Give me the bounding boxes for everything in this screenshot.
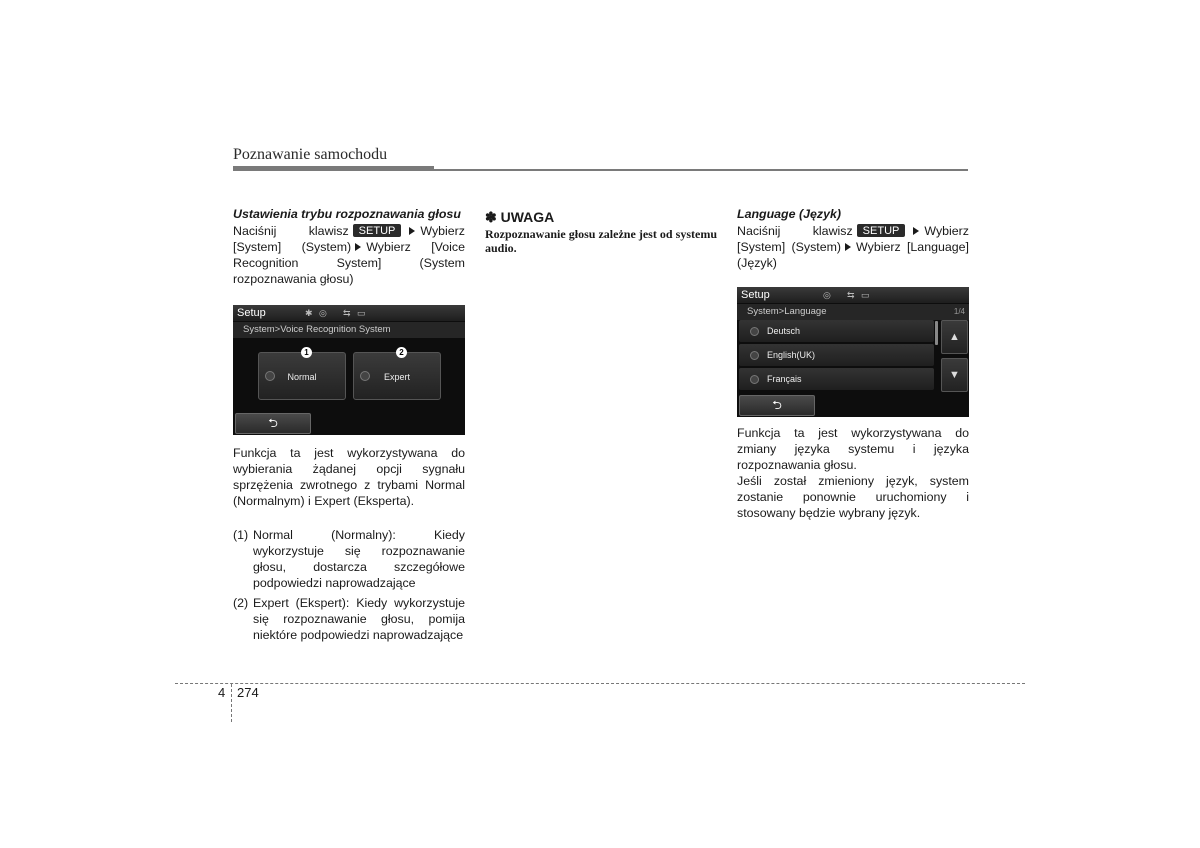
list-item-number: (1) [233,528,249,542]
column-note [485,207,717,255]
option-number-badge: 2 [396,347,407,358]
disc-icon: ◎ [319,308,327,318]
option-label: Normal [287,372,317,382]
language-description-1: Funkcja ta jest wykorzystywana do zmiany języka systemu i języka rozpoznawania głosu. [737,426,969,472]
section-title-language: Language (Język) [737,207,841,221]
screen-breadcrumb: System>Language [737,304,969,320]
radio-icon [750,351,759,360]
back-arrow-icon: ⮌ [772,398,782,412]
instruction-text: [System] (System) [233,240,352,254]
language-screen [737,287,969,417]
back-button[interactable] [739,395,815,416]
instruction-text: Wybierz [924,224,969,238]
language-label: Français [767,374,802,384]
instruction-line-4: rozpoznawania głosu) [233,272,354,286]
note-body: Rozpoznawanie głosu zależne jest od systemu audio. [485,227,717,255]
battery-icon: ▭ [357,308,366,318]
arrow-right-icon [913,227,919,235]
triangle-up-icon: ▲ [949,331,960,343]
instruction-text: Wybierz [Voice [366,240,465,254]
language-option-deutsch[interactable] [739,320,934,342]
battery-icon: ▭ [861,290,870,300]
back-button[interactable] [235,413,311,434]
setup-key-badge: SETUP [353,224,402,237]
instruction-line-2 [737,239,969,255]
language-label: Deutsch [767,326,801,336]
language-label: English(UK) [767,350,816,360]
triangle-down-icon: ▼ [949,369,960,381]
column-voice-recognition [233,207,465,647]
list-item-text: Normal (Normalny): Kiedy wykorzystuje się rozpoznawanie głosu, dostarcza szczegółowe podpowiedzi naprowadzające [253,528,465,590]
list-item [233,527,465,591]
instruction-text: Wybierz [Language] [856,240,969,254]
instruction-line-1 [737,223,969,239]
arrow-right-icon [845,243,851,251]
language-option-english-uk[interactable] [739,344,934,366]
footer-dashed-rule [175,683,1025,684]
instruction-text: Wybierz [420,224,465,238]
usb-icon: ⇆ [847,290,855,300]
disc-icon: ◎ [823,290,831,300]
bluetooth-icon: ✱ [305,308,313,318]
instruction-line-1 [233,223,465,239]
list-item-text: Expert (Ekspert): Kiedy wykorzystuje się rozpoznawanie głosu, pomija niektóre podpowiedzi naprowadzające [253,596,465,642]
page-number: 274 [237,685,259,700]
list-item-number: (2) [233,596,249,610]
voice-mode-list [233,527,465,643]
expert-option-button[interactable] [353,348,441,400]
instruction-text: Naciśnij klawisz [737,224,853,238]
normal-option-button[interactable] [258,348,346,400]
option-label: Expert [383,372,410,382]
instruction-line-3: (Język) [737,256,777,270]
arrow-right-icon [409,227,415,235]
voice-mode-description: Funkcja ta jest wykorzystywana do wybierania żądanej opcji sygnału sprzężenia zwrotnego z trybami Normal (Normalnym) i Expert (Eksperta). [233,446,465,508]
scroll-down-button[interactable] [941,358,968,392]
screen-title: Setup [237,307,266,319]
scroll-up-button[interactable] [941,320,968,354]
list-item [233,595,465,643]
scrollbar-thumb[interactable] [935,321,938,345]
usb-icon: ⇆ [343,308,351,318]
header-rule-thin [434,169,968,171]
page-header-title: Poznawanie samochodu [233,146,388,163]
section-title-voice-mode: Ustawienia trybu rozpoznawania głosu [233,207,461,221]
instruction-text: [System] (System) [737,240,842,254]
instruction-line-2 [233,239,465,255]
option-number-badge: 1 [301,347,312,358]
screen-title: Setup [741,289,770,301]
footer-vertical-rule [231,684,232,722]
column-language [737,207,969,521]
page-indicator: 1/4 [953,307,965,316]
instruction-line-3: Recognition System] (System [233,256,465,270]
header-rule-thick [233,166,434,171]
radio-icon [750,327,759,336]
radio-icon [750,375,759,384]
chapter-number: 4 [218,685,226,700]
instruction-text: Naciśnij klawisz [233,224,349,238]
voice-recognition-screen [233,305,465,435]
note-title: ✽ UWAGA [485,209,555,225]
language-description-2: Jeśli został zmieniony język, system zostanie ponownie uruchomiony i stosowany będzie wybrany język. [737,474,969,520]
back-arrow-icon: ⮌ [268,416,278,430]
arrow-right-icon [355,243,361,251]
setup-key-badge: SETUP [857,224,906,237]
screen-breadcrumb: System>Voice Recognition System [233,322,465,338]
language-option-francais[interactable] [739,368,934,390]
